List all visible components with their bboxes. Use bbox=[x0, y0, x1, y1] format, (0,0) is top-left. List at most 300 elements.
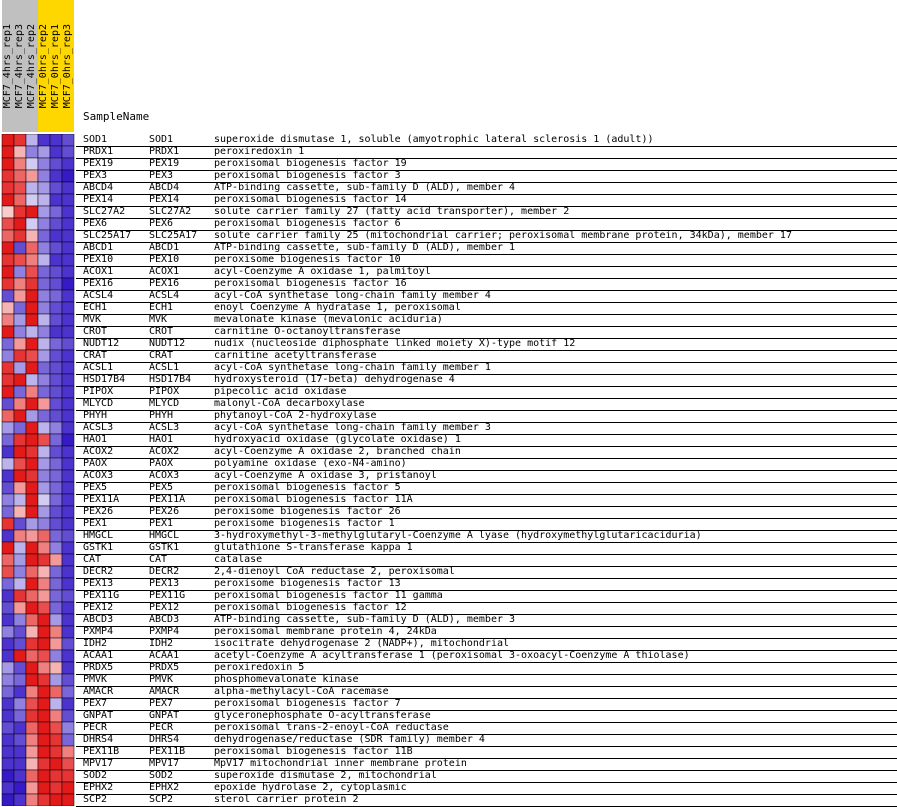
heatmap-cell bbox=[26, 170, 38, 182]
heatmap-cell bbox=[26, 434, 38, 446]
heatmap-cell bbox=[62, 554, 74, 566]
heatmap-cell bbox=[14, 290, 26, 302]
heatmap-cell bbox=[38, 638, 50, 650]
gene-id: SOD1 bbox=[83, 134, 108, 145]
gene-id: ACAA1 bbox=[83, 650, 114, 661]
heatmap-cell bbox=[62, 398, 74, 410]
gene-id: PECR bbox=[83, 722, 108, 733]
heatmap-cell bbox=[26, 734, 38, 746]
gene-symbol: CROT bbox=[149, 326, 174, 337]
heatmap-cell bbox=[14, 326, 26, 338]
heatmap-cell bbox=[62, 326, 74, 338]
gene-description: glyceronephosphate O-acyltransferase bbox=[214, 710, 431, 721]
heatmap-cell bbox=[62, 782, 74, 794]
heatmap-cell bbox=[14, 518, 26, 530]
heatmap-cell bbox=[2, 758, 14, 770]
heatmap-cell bbox=[38, 710, 50, 722]
heatmap-cell bbox=[14, 230, 26, 242]
gene-id: PEX10 bbox=[83, 254, 114, 265]
heatmap-cell bbox=[14, 722, 26, 734]
heatmap-cell bbox=[26, 398, 38, 410]
heatmap-cell bbox=[26, 506, 38, 518]
heatmap-cell bbox=[2, 338, 14, 350]
heatmap-cell bbox=[62, 746, 74, 758]
heatmap-cell bbox=[50, 758, 62, 770]
heatmap-cell bbox=[50, 218, 62, 230]
gene-symbol: GSTK1 bbox=[149, 542, 180, 553]
heatmap-cell bbox=[38, 146, 50, 158]
heatmap-cell bbox=[14, 554, 26, 566]
heatmap-cell bbox=[62, 614, 74, 626]
heatmap-cell bbox=[26, 590, 38, 602]
gene-id: ACSL4 bbox=[83, 290, 114, 301]
sample-label-6 bbox=[62, 0, 74, 132]
gene-id: ACOX3 bbox=[83, 470, 114, 481]
gene-symbol: PEX13 bbox=[149, 578, 180, 589]
gene-description: hydroxysteroid (17-beta) dehydrogenase 4 bbox=[214, 374, 455, 385]
heatmap-cell bbox=[2, 302, 14, 314]
heatmap-cell bbox=[38, 410, 50, 422]
gene-symbol: HMGCL bbox=[149, 530, 180, 541]
heatmap-cell bbox=[14, 242, 26, 254]
heatmap-cell bbox=[38, 278, 50, 290]
heatmap-cell bbox=[62, 710, 74, 722]
gene-id: EPHX2 bbox=[83, 782, 114, 793]
heatmap-cell bbox=[14, 746, 26, 758]
gene-description: superoxide dismutase 2, mitochondrial bbox=[214, 770, 437, 781]
heatmap-cell bbox=[14, 446, 26, 458]
heatmap-cell bbox=[38, 578, 50, 590]
heatmap-cell bbox=[38, 398, 50, 410]
heatmap-cell bbox=[50, 470, 62, 482]
gene-description: ATP-binding cassette, sub-family D (ALD), member 3 bbox=[214, 614, 516, 625]
heatmap-cell bbox=[2, 326, 14, 338]
gene-description: peroxisomal biogenesis factor 19 bbox=[214, 158, 407, 169]
sample-label-3 bbox=[26, 0, 38, 132]
heatmap-cell bbox=[38, 626, 50, 638]
gene-symbol: ACOX3 bbox=[149, 470, 180, 481]
gene-description: peroxisomal biogenesis factor 11A bbox=[214, 494, 413, 505]
heatmap-cell bbox=[62, 734, 74, 746]
gene-description: phosphomevalonate kinase bbox=[214, 674, 359, 685]
gene-id: PEX19 bbox=[83, 158, 114, 169]
heatmap-cell bbox=[2, 554, 14, 566]
heatmap-cell bbox=[38, 782, 50, 794]
heatmap-cell bbox=[26, 782, 38, 794]
gene-symbol: MPV17 bbox=[149, 758, 180, 769]
heatmap-cell bbox=[14, 794, 26, 806]
heatmap-cell bbox=[62, 674, 74, 686]
heatmap-cell bbox=[14, 314, 26, 326]
heatmap-cell bbox=[14, 542, 26, 554]
heatmap-cell bbox=[14, 602, 26, 614]
gene-symbol: PEX12 bbox=[149, 602, 180, 613]
heatmap-cell bbox=[14, 206, 26, 218]
heatmap-cell bbox=[62, 566, 74, 578]
heatmap-cell bbox=[62, 770, 74, 782]
heatmap-cell bbox=[50, 698, 62, 710]
gene-symbol: SOD2 bbox=[149, 770, 174, 781]
gene-description: mevalonate kinase (mevalonic aciduria) bbox=[214, 314, 443, 325]
heatmap-cell bbox=[26, 350, 38, 362]
heatmap-cell bbox=[50, 398, 62, 410]
gene-description: sterol carrier protein 2 bbox=[214, 794, 359, 805]
gene-symbol: DECR2 bbox=[149, 566, 180, 577]
heatmap-cell bbox=[50, 458, 62, 470]
gene-id: NUDT12 bbox=[83, 338, 120, 349]
heatmap-cell bbox=[14, 350, 26, 362]
heatmap-cell bbox=[38, 614, 50, 626]
heatmap-cell bbox=[38, 482, 50, 494]
sample-label-text: MCF7_0hrs_rep3 bbox=[62, 23, 73, 108]
heatmap-cell bbox=[26, 374, 38, 386]
heatmap-cell bbox=[62, 662, 74, 674]
heatmap-cell bbox=[2, 614, 14, 626]
gene-id: SCP2 bbox=[83, 794, 108, 805]
gene-symbol: PHYH bbox=[149, 410, 174, 421]
heatmap-cell bbox=[2, 266, 14, 278]
gene-symbol: PEX14 bbox=[149, 194, 180, 205]
heatmap-cell bbox=[38, 290, 50, 302]
heatmap-cell bbox=[50, 734, 62, 746]
gene-symbol: PRDX1 bbox=[149, 146, 180, 157]
gene-id: SOD2 bbox=[83, 770, 108, 781]
heatmap-cell bbox=[38, 698, 50, 710]
heatmap-cell bbox=[2, 446, 14, 458]
heatmap-cell bbox=[14, 158, 26, 170]
gene-description: peroxisomal biogenesis factor 14 bbox=[214, 194, 407, 205]
heatmap-cell bbox=[14, 170, 26, 182]
gene-description: epoxide hydrolase 2, cytoplasmic bbox=[214, 782, 407, 793]
gene-symbol: PEX1 bbox=[149, 518, 174, 529]
heatmap-cell bbox=[50, 446, 62, 458]
heatmap-cell bbox=[62, 302, 74, 314]
heatmap-cell bbox=[50, 170, 62, 182]
gene-symbol: HSD17B4 bbox=[149, 374, 192, 385]
heatmap-cell bbox=[14, 590, 26, 602]
gene-id: PEX11A bbox=[83, 494, 120, 505]
heatmap-cell bbox=[14, 134, 26, 146]
heatmap-cell bbox=[26, 290, 38, 302]
heatmap-cell bbox=[50, 602, 62, 614]
heatmap-cell bbox=[50, 302, 62, 314]
gene-id: PEX13 bbox=[83, 578, 114, 589]
heatmap-cell bbox=[38, 590, 50, 602]
heatmap-cell bbox=[2, 422, 14, 434]
gene-description: peroxisomal biogenesis factor 16 bbox=[214, 278, 407, 289]
heatmap-cell bbox=[38, 722, 50, 734]
sample-label-5 bbox=[50, 0, 62, 132]
heatmap-cell bbox=[62, 758, 74, 770]
heatmap-cell bbox=[14, 686, 26, 698]
heatmap-cell bbox=[2, 398, 14, 410]
heatmap-cell bbox=[50, 638, 62, 650]
gene-symbol: SCP2 bbox=[149, 794, 174, 805]
heatmap-cell bbox=[50, 782, 62, 794]
heatmap-cell bbox=[50, 578, 62, 590]
heatmap-cell bbox=[2, 746, 14, 758]
heatmap-cell bbox=[2, 386, 14, 398]
gene-symbol: NUDT12 bbox=[149, 338, 186, 349]
gene-description: acyl-Coenzyme A oxidase 3, pristanoyl bbox=[214, 470, 437, 481]
heatmap-cell bbox=[14, 614, 26, 626]
gene-description: ATP-binding cassette, sub-family D (ALD), member 4 bbox=[214, 182, 516, 193]
gene-id: ACOX1 bbox=[83, 266, 114, 277]
heatmap-cell bbox=[50, 494, 62, 506]
heatmap-cell bbox=[2, 782, 14, 794]
heatmap-cell bbox=[2, 566, 14, 578]
heatmap-cell bbox=[50, 530, 62, 542]
gene-id: MVK bbox=[83, 314, 102, 325]
heatmap-cell bbox=[38, 446, 50, 458]
gene-symbol: IDH2 bbox=[149, 638, 174, 649]
heatmap-cell bbox=[26, 218, 38, 230]
heatmap-cell bbox=[26, 302, 38, 314]
gene-description: isocitrate dehydrogenase 2 (NADP+), mitochondrial bbox=[214, 638, 510, 649]
gene-description: solute carrier family 25 (mitochondrial carrier; peroxisomal membrane protein, 34kDa), member 17 bbox=[214, 230, 792, 241]
gene-symbol: PEX11G bbox=[149, 590, 186, 601]
heatmap-cell bbox=[62, 218, 74, 230]
heatmap-cell bbox=[14, 182, 26, 194]
heatmap-cell bbox=[2, 458, 14, 470]
sample-label-2 bbox=[14, 0, 26, 132]
heatmap-cell bbox=[2, 254, 14, 266]
gene-symbol: PMVK bbox=[149, 674, 174, 685]
heatmap-cell bbox=[38, 434, 50, 446]
heatmap-cell bbox=[26, 242, 38, 254]
heatmap-cell bbox=[2, 158, 14, 170]
heatmap-cell bbox=[62, 410, 74, 422]
gene-symbol: PEX10 bbox=[149, 254, 180, 265]
heatmap-cell bbox=[2, 770, 14, 782]
heatmap-cell bbox=[62, 170, 74, 182]
sample-label-text: MCF7_0hrs_rep2 bbox=[38, 23, 49, 108]
heatmap-cell bbox=[14, 218, 26, 230]
gene-id: PRDX1 bbox=[83, 146, 114, 157]
heatmap-cell bbox=[2, 734, 14, 746]
heatmap-cell bbox=[50, 686, 62, 698]
heatmap-cell bbox=[38, 566, 50, 578]
heatmap-cell bbox=[26, 470, 38, 482]
heatmap-cell bbox=[38, 362, 50, 374]
gene-id: PEX12 bbox=[83, 602, 114, 613]
heatmap-cell bbox=[38, 158, 50, 170]
gene-id: SLC27A2 bbox=[83, 206, 126, 217]
heatmap-cell bbox=[26, 686, 38, 698]
heatmap-cell bbox=[62, 146, 74, 158]
gene-symbol: ACOX2 bbox=[149, 446, 180, 457]
gene-id: ABCD1 bbox=[83, 242, 114, 253]
heatmap-cell bbox=[38, 650, 50, 662]
heatmap-cell bbox=[2, 242, 14, 254]
heatmap-cell bbox=[26, 722, 38, 734]
gene-id: PEX26 bbox=[83, 506, 114, 517]
heatmap-cell bbox=[14, 710, 26, 722]
gene-symbol: HAO1 bbox=[149, 434, 174, 445]
heatmap-cell bbox=[50, 554, 62, 566]
gene-id: HAO1 bbox=[83, 434, 108, 445]
sample-label-4 bbox=[38, 0, 50, 132]
heatmap-cell bbox=[38, 170, 50, 182]
heatmap-cell bbox=[38, 326, 50, 338]
heatmap-cell bbox=[38, 470, 50, 482]
heatmap-cell bbox=[38, 254, 50, 266]
heatmap-cell bbox=[26, 626, 38, 638]
heatmap-cell bbox=[2, 362, 14, 374]
heatmap-cell bbox=[26, 674, 38, 686]
heatmap-cell bbox=[14, 506, 26, 518]
heatmap-cell bbox=[26, 662, 38, 674]
gene-symbol: ACSL3 bbox=[149, 422, 180, 433]
heatmap-cell bbox=[62, 362, 74, 374]
heatmap-cell bbox=[38, 182, 50, 194]
heatmap-cell bbox=[62, 698, 74, 710]
heatmap-cell bbox=[14, 770, 26, 782]
gene-row bbox=[76, 794, 897, 807]
heatmap-cell bbox=[38, 794, 50, 806]
heatmap-cell bbox=[14, 398, 26, 410]
heatmap-cell bbox=[38, 542, 50, 554]
gene-symbol: ABCD1 bbox=[149, 242, 180, 253]
heatmap-cell bbox=[50, 410, 62, 422]
gene-symbol: PEX7 bbox=[149, 698, 174, 709]
heatmap-cell bbox=[14, 626, 26, 638]
heatmap-cell bbox=[26, 554, 38, 566]
heatmap-cell bbox=[14, 266, 26, 278]
gene-description: peroxisomal biogenesis factor 5 bbox=[214, 482, 401, 493]
heatmap-cell bbox=[26, 314, 38, 326]
heatmap-cell bbox=[38, 314, 50, 326]
heatmap-cell bbox=[26, 578, 38, 590]
heatmap-cell bbox=[62, 314, 74, 326]
heatmap-cell bbox=[50, 362, 62, 374]
heatmap-cell bbox=[14, 386, 26, 398]
heatmap-cell bbox=[62, 242, 74, 254]
heatmap-cell bbox=[14, 410, 26, 422]
gene-symbol: PEX26 bbox=[149, 506, 180, 517]
heatmap-cell bbox=[38, 230, 50, 242]
gene-symbol: MVK bbox=[149, 314, 168, 325]
heatmap-cell bbox=[26, 422, 38, 434]
heatmap-cell bbox=[62, 422, 74, 434]
heatmap-cell bbox=[50, 794, 62, 806]
heatmap-cell bbox=[50, 374, 62, 386]
gene-symbol: ECH1 bbox=[149, 302, 174, 313]
gene-symbol: ACAA1 bbox=[149, 650, 180, 661]
heatmap-cell bbox=[62, 482, 74, 494]
heatmap-cell bbox=[2, 182, 14, 194]
heatmap-cell bbox=[14, 254, 26, 266]
heatmap-cell bbox=[2, 410, 14, 422]
heatmap-cell bbox=[62, 134, 74, 146]
gene-id: PEX3 bbox=[83, 170, 108, 181]
gene-symbol: SLC25A17 bbox=[149, 230, 198, 241]
gene-description: hydroxyacid oxidase (glycolate oxidase) 1 bbox=[214, 434, 461, 445]
gene-description: phytanoyl-CoA 2-hydroxylase bbox=[214, 410, 377, 421]
heatmap-cell bbox=[62, 470, 74, 482]
heatmap-cell bbox=[14, 302, 26, 314]
gene-id: AMACR bbox=[83, 686, 114, 697]
gene-symbol: SOD1 bbox=[149, 134, 174, 145]
heatmap-cell bbox=[38, 218, 50, 230]
heatmap-cell bbox=[50, 590, 62, 602]
gene-id: ACOX2 bbox=[83, 446, 114, 457]
sample-header bbox=[0, 0, 76, 132]
gene-symbol: PEX11A bbox=[149, 494, 186, 505]
heatmap-cell bbox=[2, 494, 14, 506]
heatmap-cell bbox=[38, 242, 50, 254]
heatmap-cell bbox=[2, 530, 14, 542]
gene-description: peroxisomal biogenesis factor 7 bbox=[214, 698, 401, 709]
gene-description: peroxisome biogenesis factor 1 bbox=[214, 518, 395, 529]
heatmap-cell bbox=[50, 350, 62, 362]
gene-id: MLYCD bbox=[83, 398, 114, 409]
heatmap-cell bbox=[38, 494, 50, 506]
heatmap-cell bbox=[14, 434, 26, 446]
gene-symbol: GNPAT bbox=[149, 710, 180, 721]
heatmap-cell bbox=[14, 782, 26, 794]
gene-id: IDH2 bbox=[83, 638, 108, 649]
heatmap-cell bbox=[26, 770, 38, 782]
heatmap-cell bbox=[26, 338, 38, 350]
heatmap-cell bbox=[2, 314, 14, 326]
heatmap-cell bbox=[38, 554, 50, 566]
gene-description: peroxisomal biogenesis factor 12 bbox=[214, 602, 407, 613]
heatmap-cell bbox=[50, 254, 62, 266]
gene-symbol: PEX5 bbox=[149, 482, 174, 493]
heatmap-cell bbox=[26, 542, 38, 554]
gene-id: ACSL3 bbox=[83, 422, 114, 433]
gene-id: DHRS4 bbox=[83, 734, 114, 745]
heatmap-cell bbox=[26, 410, 38, 422]
gene-symbol: PEX6 bbox=[149, 218, 174, 229]
heatmap-cell bbox=[62, 290, 74, 302]
heatmap-cell bbox=[62, 722, 74, 734]
gene-id: ABCD4 bbox=[83, 182, 114, 193]
gene-symbol: PAOX bbox=[149, 458, 174, 469]
heatmap-cell bbox=[62, 182, 74, 194]
gene-symbol: MLYCD bbox=[149, 398, 180, 409]
gene-description: catalase bbox=[214, 554, 263, 565]
heatmap-cell bbox=[14, 578, 26, 590]
heatmap-cell bbox=[26, 794, 38, 806]
heatmap-cell bbox=[14, 338, 26, 350]
heatmap-cell bbox=[2, 602, 14, 614]
gene-description: glutathione S-transferase kappa 1 bbox=[214, 542, 413, 553]
gene-symbol: CRAT bbox=[149, 350, 174, 361]
heatmap-cell bbox=[26, 446, 38, 458]
heatmap-cell bbox=[26, 182, 38, 194]
heatmap-cell bbox=[38, 758, 50, 770]
heatmap-cell bbox=[38, 350, 50, 362]
gene-id: PEX11G bbox=[83, 590, 120, 601]
gene-description: peroxisome biogenesis factor 13 bbox=[214, 578, 401, 589]
heatmap-cell bbox=[50, 266, 62, 278]
heatmap-cell bbox=[50, 182, 62, 194]
heatmap-cell bbox=[26, 518, 38, 530]
sample-label-text: MCF7_0hrs_rep1 bbox=[50, 23, 61, 108]
heatmap-cell bbox=[50, 314, 62, 326]
gene-description: peroxisomal biogenesis factor 6 bbox=[214, 218, 401, 229]
gene-id: HSD17B4 bbox=[83, 374, 126, 385]
gene-description: malonyl-CoA decarboxylase bbox=[214, 398, 365, 409]
heatmap-cell bbox=[26, 326, 38, 338]
gene-description: pipecolic acid oxidase bbox=[214, 386, 347, 397]
heatmap-cell bbox=[14, 194, 26, 206]
heatmap-cell bbox=[50, 770, 62, 782]
heatmap-cell bbox=[2, 146, 14, 158]
gene-symbol: ABCD3 bbox=[149, 614, 180, 625]
